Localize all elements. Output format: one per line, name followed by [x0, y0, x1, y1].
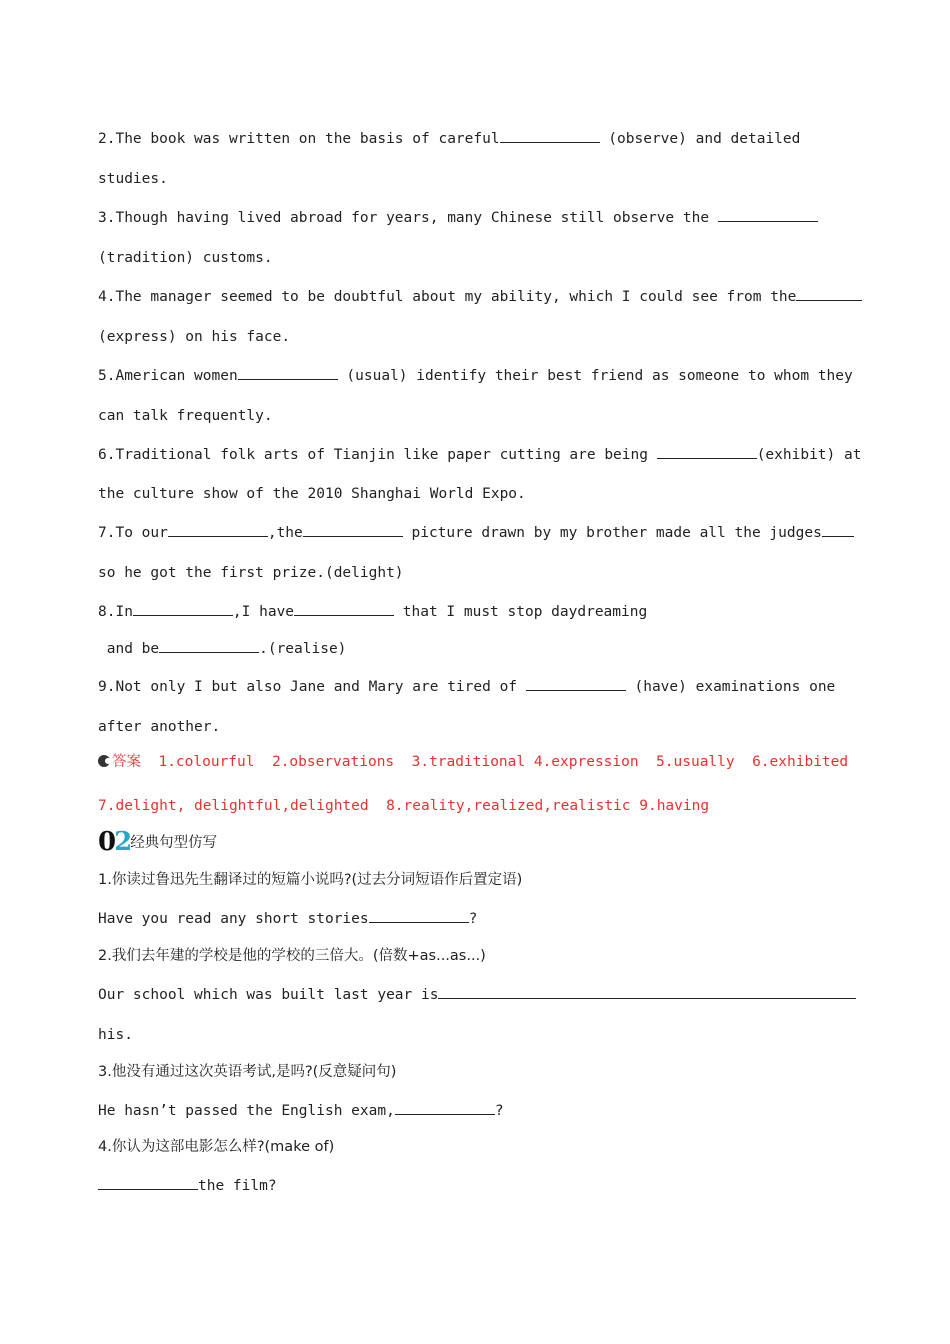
question-5-cont [98, 406, 273, 426]
question-text: after another. [98, 719, 221, 735]
question-4 [98, 286, 862, 307]
answer-blank[interactable] [500, 128, 600, 143]
question-text: 9.Not only I but also Jane and Mary are tired of [98, 679, 526, 695]
question-text: so he got the first prize.(delight) [98, 565, 404, 581]
question-7-cont [98, 563, 404, 583]
question-9-cont [98, 717, 220, 737]
question-4-cont [98, 327, 290, 347]
sentence-4-chinese: 4.你认为这部电影怎么样?(make of) [98, 1139, 335, 1155]
answer-blank[interactable] [369, 908, 469, 923]
question-text: 7.To our [98, 525, 168, 541]
answer-blank[interactable] [526, 676, 626, 691]
question-5 [98, 365, 853, 386]
sentence-3-chinese: 3.他没有通过这次英语考试,是吗?(反意疑问句) [98, 1064, 397, 1080]
question-text: .(realise) [259, 641, 347, 657]
section-number: 02 [98, 827, 131, 857]
question-text: 6.Traditional folk arts of Tianjin like paper cutting are being [98, 447, 657, 463]
question-3 [98, 207, 818, 228]
question-text: 4.The manager seemed to be doubtful about my ability, which I could see from the [98, 289, 797, 305]
question-text: studies. [98, 171, 168, 187]
section-heading [98, 828, 217, 860]
answer-blank[interactable] [395, 1100, 495, 1115]
answer-blank[interactable] [718, 207, 818, 222]
answer-blank[interactable] [168, 522, 268, 537]
question-7 [98, 522, 854, 543]
answer-blank[interactable] [159, 638, 259, 653]
question-9 [98, 676, 835, 697]
answer-blank[interactable] [98, 1175, 198, 1190]
answer-blank[interactable] [303, 522, 403, 537]
answer-blank[interactable] [822, 522, 854, 537]
question-text: (observe) and detailed [599, 131, 801, 147]
question-6 [98, 444, 861, 465]
question-3-cont [98, 248, 273, 268]
question-text: 5.American women [98, 368, 238, 384]
section-title: 经典句型仿写 [130, 835, 218, 851]
question-text: (usual) identify their best friend as someone to whom they [337, 368, 853, 384]
question-text: (have) examinations one [625, 679, 836, 695]
question-text: 8.In [98, 604, 133, 620]
answer-blank[interactable] [294, 601, 394, 616]
sentence-3-english: He hasn’t passed the English exam, ? [98, 1100, 504, 1121]
answer-label: 答案 [112, 754, 141, 770]
sentence-1-english: Have you read any short stories ? [98, 908, 477, 929]
answer-line-1 [98, 752, 848, 772]
answer-text: 7.delight, delightful,delighted 8.reality,realized,realistic 9.having [98, 798, 710, 814]
sentence-1-chinese: 1.你读过鲁迅先生翻译过的短篇小说吗?(过去分词短语作后置定语) [98, 872, 523, 888]
sentence-2-english: Our school which was built last year is [98, 984, 856, 1005]
question-text: can talk frequently. [98, 408, 273, 424]
question-6-cont [98, 484, 526, 504]
question-text: the culture show of the 2010 Shanghai World Expo. [98, 486, 526, 502]
question-2-cont [98, 169, 168, 189]
question-text: and be [98, 641, 160, 657]
answer-blank[interactable] [438, 984, 856, 999]
question-text: 3.Though having lived abroad for years, many Chinese still observe the [98, 210, 718, 226]
question-text: (tradition) customs. [98, 250, 273, 266]
question-text: ,I have [232, 604, 295, 620]
question-text: (exhibit) at [756, 447, 862, 463]
answer-line-2 [98, 796, 709, 816]
sentence-4-english: the film? [98, 1175, 277, 1196]
question-8 [98, 601, 647, 622]
answer-blank[interactable] [133, 601, 233, 616]
sentence-2-english-cont: his. [98, 1027, 133, 1043]
question-text: picture drawn by my brother made all the judges [402, 525, 822, 541]
question-text: 2.The book was written on the basis of careful [98, 131, 500, 147]
question-text: ,the [267, 525, 303, 541]
question-text: (express) on his face. [98, 329, 291, 345]
answer-text: 1.colourful 2.observations 3.traditional 4.expression 5.usually 6.exhibited [141, 754, 849, 770]
answer-blank[interactable] [238, 365, 338, 380]
sentence-2-chinese: 2.我们去年建的学校是他的学校的三倍大。(倍数+as...as...) [98, 948, 486, 964]
question-8-cont [98, 638, 346, 659]
answer-blank[interactable] [657, 444, 757, 459]
answer-marker-icon [98, 755, 110, 767]
question-text: that I must stop daydreaming [394, 604, 648, 620]
answer-blank[interactable] [796, 286, 862, 301]
question-2 [98, 128, 800, 149]
